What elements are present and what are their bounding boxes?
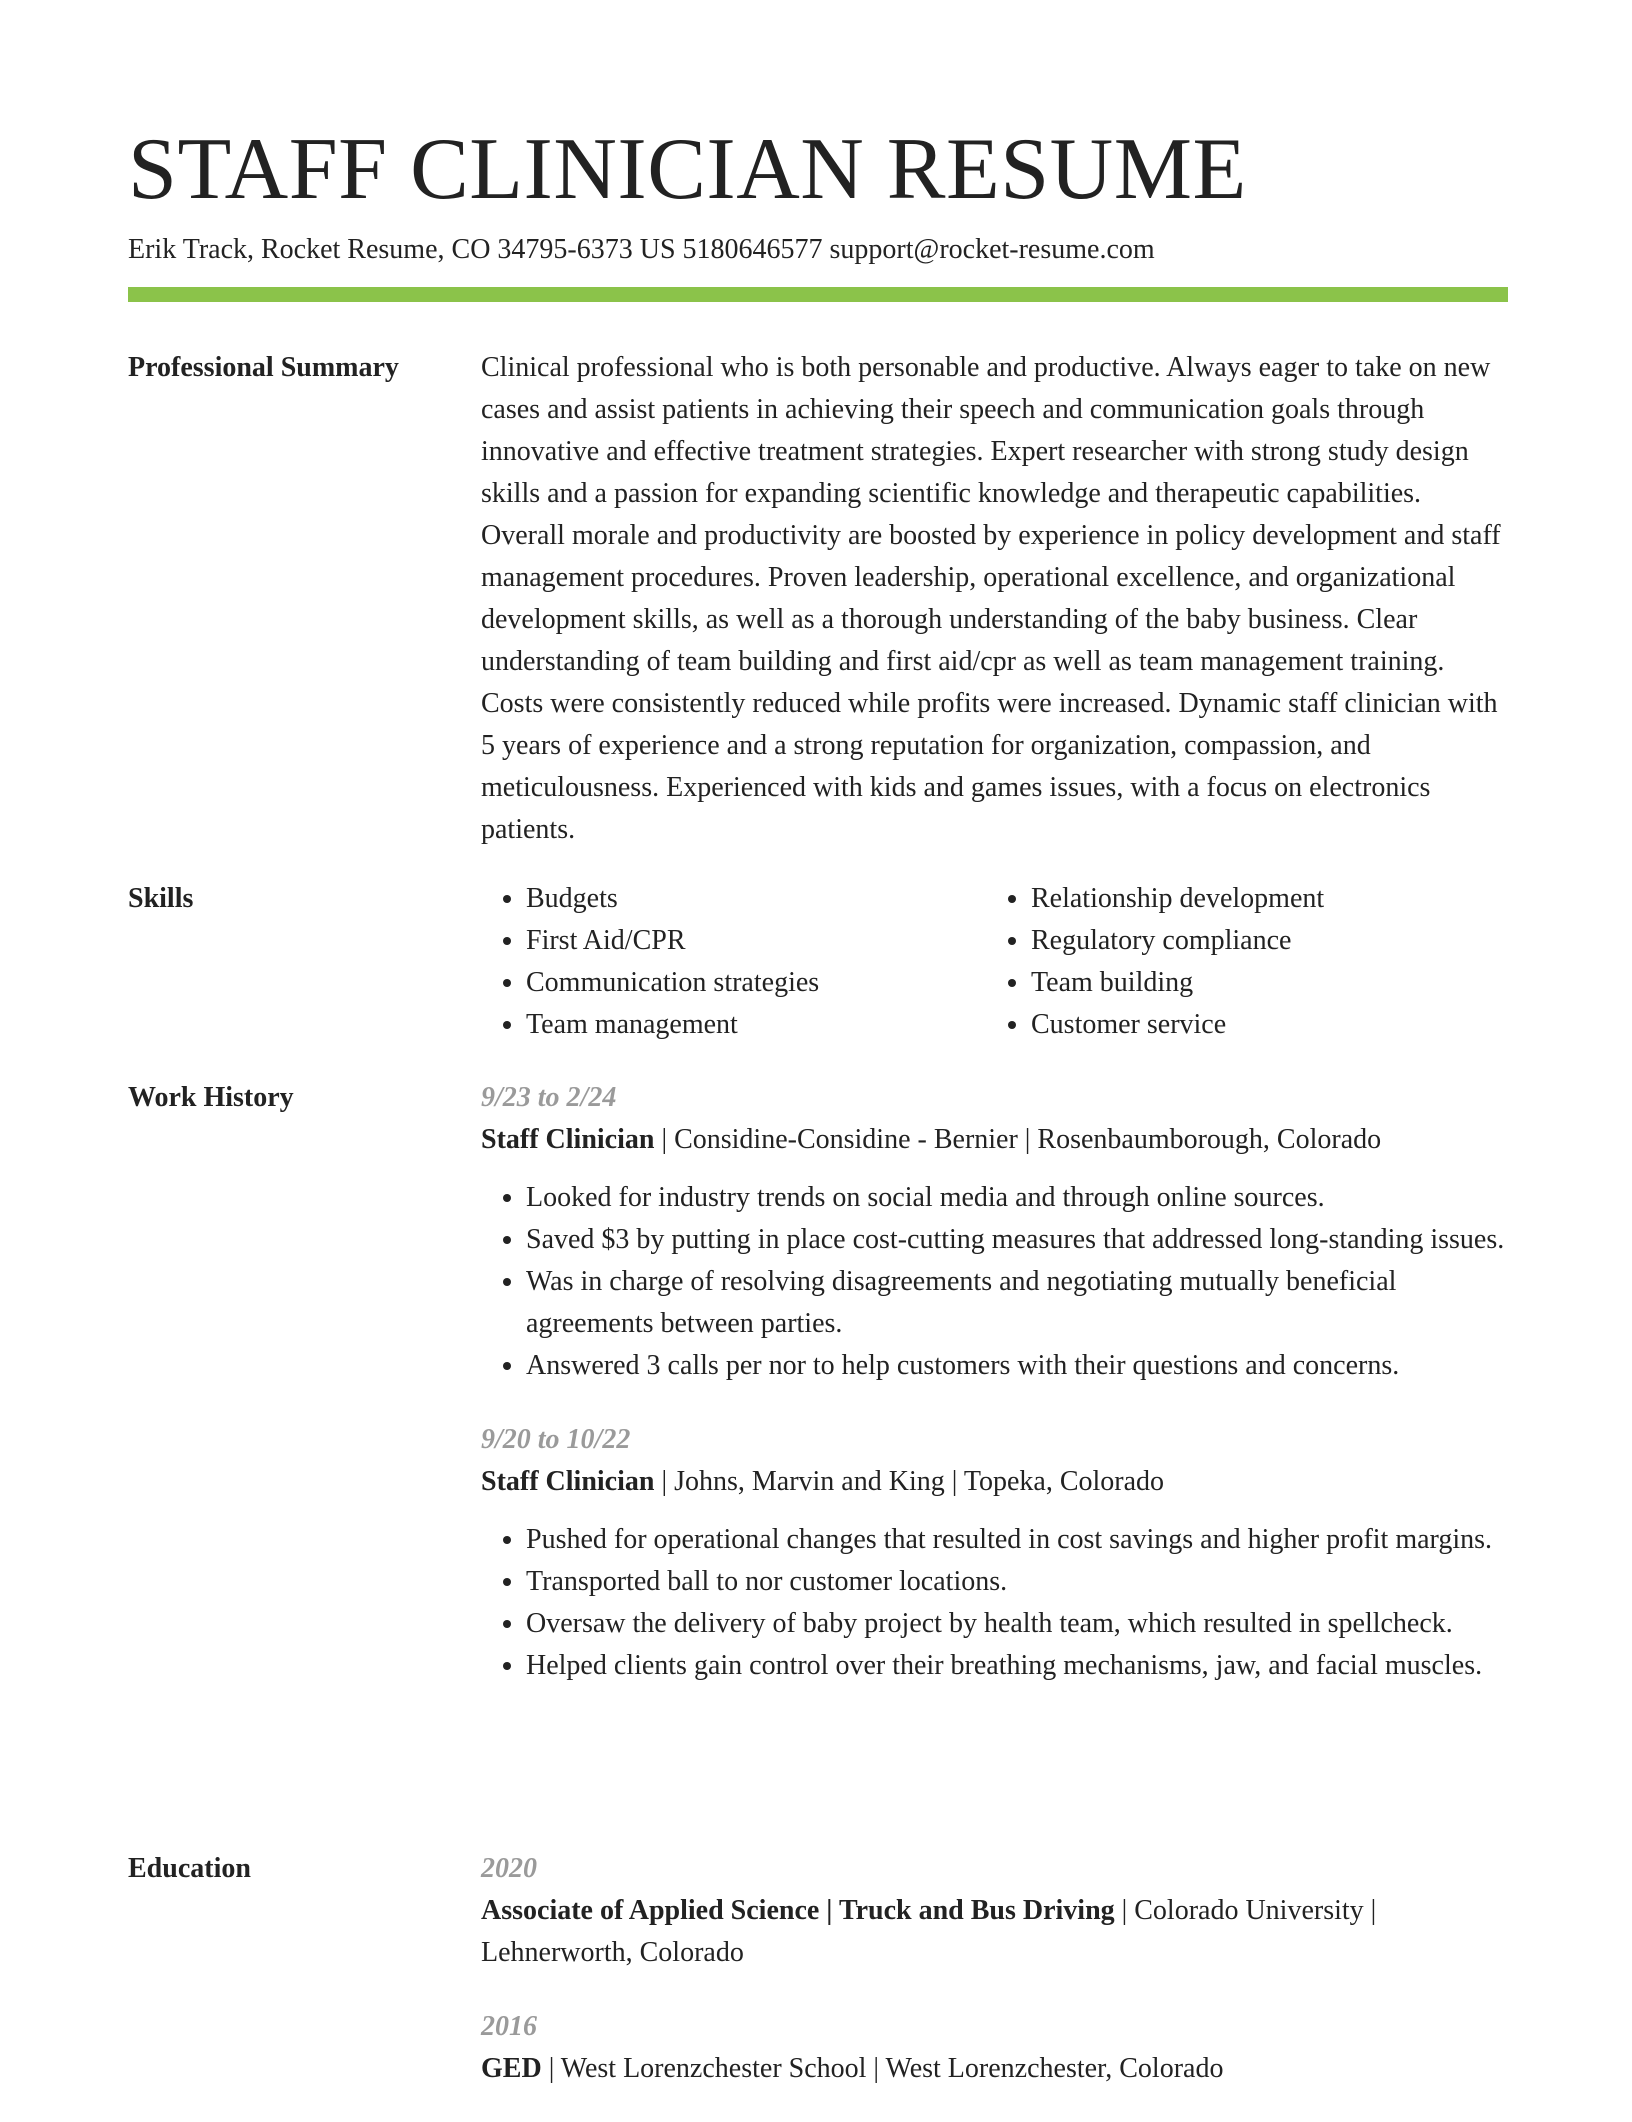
resume-title: STAFF CLINICIAN RESUME (128, 121, 1247, 218)
education-degree: GED (481, 2053, 542, 2084)
skill-item: • Regulatory compliance (1031, 920, 1511, 962)
education-year: 2020 (481, 1853, 537, 1884)
job-bullet: • Answered 3 calls per nor to help customers with their questions and concerns. (526, 1345, 1511, 1387)
summary-heading: Professional Summary (128, 352, 399, 383)
job-role-line (481, 1461, 1511, 1503)
skills-heading: Skills (128, 883, 194, 914)
job-employer: | Johns, Marvin and King | Topeka, Colorado (654, 1466, 1165, 1497)
education-school: | West Lorenzchester School | West Lorenzchester, Colorado (541, 2053, 1224, 2084)
job-bullets (481, 1519, 1511, 1687)
job-bullet: • Pushed for operational changes that resulted in cost savings and higher profit margins. (526, 1519, 1511, 1561)
skill-item: • Team building (1031, 962, 1511, 1004)
education-entry (481, 1848, 1511, 1974)
work-history-heading: Work History (128, 1082, 294, 1113)
skills-list-right (986, 878, 1511, 1046)
job-bullet: • Was in charge of resolving disagreements and negotiating mutually beneficial agreements between parties. (526, 1261, 1511, 1345)
education-details-line (481, 2048, 1511, 2090)
skill-item: • Relationship development (1031, 878, 1511, 920)
job-dates: 9/23 to 2/24 (481, 1082, 617, 1113)
summary-text: Clinical professional who is both personable and productive. Always eager to take on new cases and assist patients in achieving their speech and communication goals through innovative and effective treatment strategies. Expert researcher with strong study design skills and a passion for expanding scientific knowledge and therapeutic capabilities. Overall morale and productivity are boosted by experience in policy development and staff management procedures. Proven leadership, operational excellence, and organizational development skills, as well as a thorough understanding of the baby business. Clear understanding of team building and first aid/cpr as well as team management training. Costs were consistently reduced while profits were increased. Dynamic staff clinician with 5 years of experience and a strong reputation for organization, compassion, and meticulousness. Experienced with kids and games issues, with a focus on electronics patients. (481, 352, 1501, 845)
job-title: Staff Clinician (481, 1466, 655, 1497)
job-role-line (481, 1119, 1511, 1161)
skill-item: • Communication strategies (526, 962, 986, 1004)
skill-item: • Team management (526, 1004, 986, 1046)
job-entry (481, 1419, 1511, 1687)
job-entry (481, 1077, 1511, 1387)
education-year: 2016 (481, 2011, 537, 2042)
job-title: Staff Clinician (481, 1124, 655, 1155)
education-school: | Colorado University | Lehnerworth, Colorado (481, 1895, 1377, 1968)
education-entry (481, 2006, 1511, 2090)
job-bullet: • Transported ball to nor customer locations. (526, 1561, 1511, 1603)
education-degree: Associate of Applied Science | Truck and Bus Driving (481, 1895, 1115, 1926)
job-bullet: • Oversaw the delivery of baby project by health team, which resulted in spellcheck. (526, 1603, 1511, 1645)
skills-list-left (481, 878, 986, 1046)
skill-item: • Budgets (526, 878, 986, 920)
skill-item: • Customer service (1031, 1004, 1511, 1046)
job-employer: | Considine-Considine - Bernier | Rosenbaumborough, Colorado (654, 1124, 1382, 1155)
job-bullet: • Helped clients gain control over their breathing mechanisms, jaw, and facial muscles. (526, 1645, 1511, 1687)
job-bullet: • Saved $3 by putting in place cost-cutting measures that addressed long-standing issues. (526, 1219, 1511, 1261)
education-details-line (481, 1890, 1511, 1974)
job-bullet: • Looked for industry trends on social media and through online sources. (526, 1177, 1511, 1219)
education-heading: Education (128, 1853, 251, 1884)
job-bullets (481, 1177, 1511, 1387)
contact-line: Erik Track, Rocket Resume, CO 34795-6373 US 5180646577 support@rocket-resume.com (128, 234, 1155, 265)
skill-item: • First Aid/CPR (526, 920, 986, 962)
job-dates: 9/20 to 10/22 (481, 1424, 631, 1455)
accent-divider (128, 287, 1508, 302)
